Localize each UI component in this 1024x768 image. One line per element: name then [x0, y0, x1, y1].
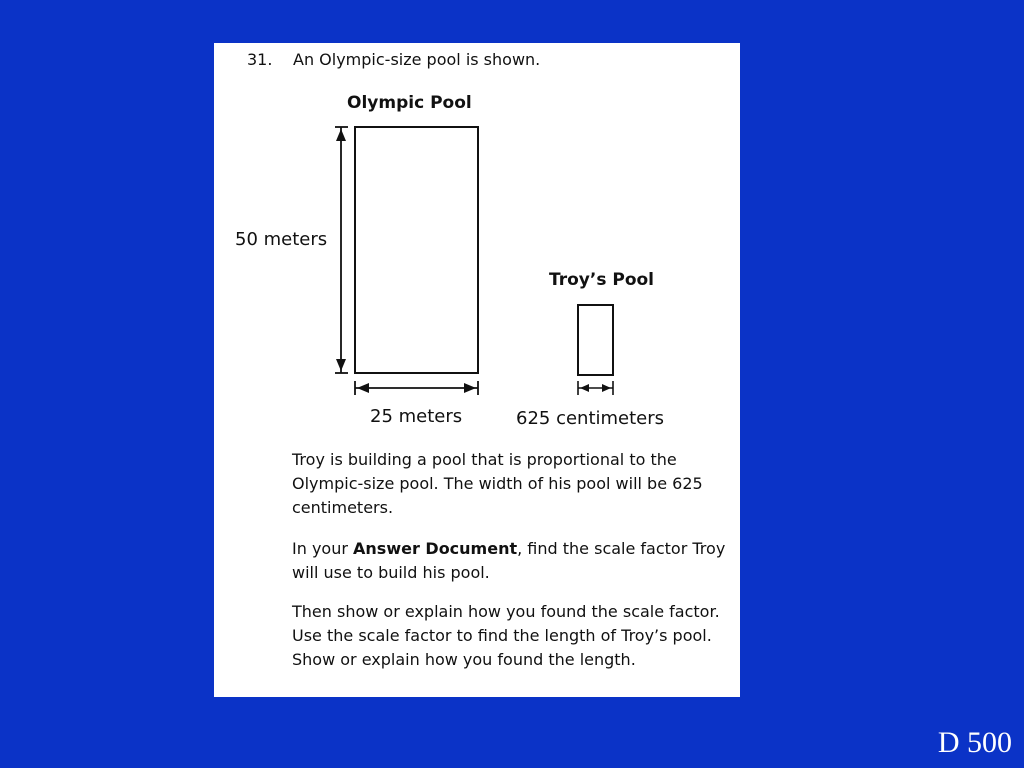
- olympic-height-label: 50 meters: [235, 229, 328, 250]
- height-arrow-up: [336, 129, 346, 141]
- question-card: [214, 43, 740, 697]
- troy-pool-rect: [578, 305, 613, 375]
- troy-width-arrow-right: [602, 384, 611, 392]
- question-number: 31.: [247, 50, 273, 69]
- olympic-pool-title: Olympic Pool: [347, 93, 472, 113]
- troy-width-label: 625 centimeters: [516, 408, 665, 429]
- olympic-pool-rect: [355, 127, 478, 373]
- paragraph-task: [292, 537, 734, 585]
- paragraph-context: Troy is building a pool that is proportional to the Olympic-size pool. The width of his pool will be 625 centimeters.: [292, 450, 703, 517]
- question-prompt: An Olympic-size pool is shown.: [293, 50, 541, 69]
- width-arrow-left: [357, 383, 369, 393]
- height-arrow-down: [336, 359, 346, 371]
- task-text-after: , find the scale factor Troy will use to build his pool.: [292, 539, 726, 582]
- slide-label: D 500: [937, 726, 1012, 759]
- task-text-before: In your: [292, 539, 354, 558]
- olympic-width-label: 25 meters: [370, 406, 463, 427]
- paragraph-instructions: Then show or explain how you found the scale factor. Use the scale factor to find the length of Troy’s pool. Show or explain how you found the length.: [292, 602, 720, 669]
- troy-pool-title: Troy’s Pool: [549, 270, 655, 290]
- width-arrow-right: [464, 383, 476, 393]
- troy-width-arrow-left: [580, 384, 589, 392]
- answer-document-bold: Answer Document: [353, 539, 518, 558]
